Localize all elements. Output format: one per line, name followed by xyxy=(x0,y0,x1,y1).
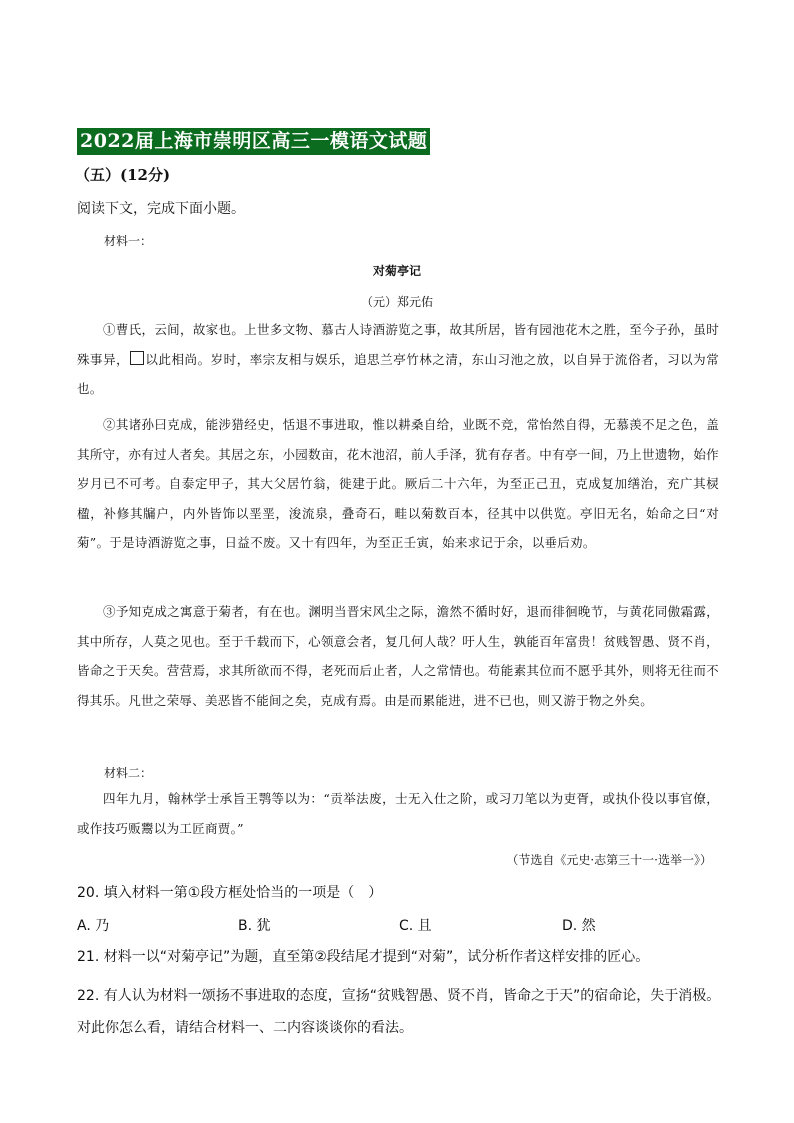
material2-label: 材料二： xyxy=(104,766,153,780)
reading-instruction: 阅读下文，完成下面小题。 xyxy=(77,201,245,217)
option-b: B. 犹 xyxy=(238,918,271,934)
option-a: A. 乃 xyxy=(77,918,110,934)
option-d: D. 然 xyxy=(562,918,596,934)
material2-paragraph: 四年九月，翰林学士承旨王鹗等以为：“贡举法废，士无入仕之阶，或习刀笔以为吏胥，或执仆役以事官僚，或作技巧贩鬻以为工匠商贾。” xyxy=(77,791,719,836)
paragraph-1-text-before: ①曹氏，云间，故家也。上世多文物、慕古人诗酒游览之事，故其所居，皆有园池花木之胜，至今子孙，虽时殊事异， xyxy=(77,322,719,367)
question-20-options xyxy=(77,915,677,935)
paragraph-1-text-after: 以此相尚。岁时，率宗友相与娱乐，追思兰亭竹林之清，东山习池之放，以自异于流俗者，习以为常也。 xyxy=(77,351,720,396)
question-22: 22. 有人认为材料一颂扬不事进取的态度，宣扬“贫贱智愚、贤不肖，皆命之于天”的宿命论，失于消极。对此你怎么看，请结合材料一、二内容谈谈你的看法。 xyxy=(77,988,721,1036)
source-citation: （节选自《元史·志第三十一·选举一》） xyxy=(506,853,712,867)
essay-paragraph-1 xyxy=(77,315,719,404)
option-c: C. 且 xyxy=(399,918,432,934)
question-20: 20. 填入材料一第①段方框处恰当的一项是（ ） xyxy=(77,885,383,901)
essay-author: （元）郑元佑 xyxy=(360,295,433,309)
page-title: 2022届上海市崇明区高三一模语文试题 xyxy=(77,128,430,155)
question-21: 21. 材料一以“对菊亭记”为题，直至第②段结尾才提到“对菊”，试分析作者这样安排的匠心。 xyxy=(77,949,650,965)
title-banner xyxy=(77,128,430,155)
essay-paragraph-3: ③予知克成之寓意于菊者，有在也。渊明当晋宋风尘之际，澹然不循时好，退而徘徊晚节，与黄花同傲霜露，其中所存，人莫之见也。至于千载而下，心领意会者，复几何人哉？吁人生，孰能百年富贵！贫贱智愚、贤不肖，皆命之于天矣。营营焉，求其所欲而不得，老死而后止者，人之常情也。苟能素其位而不愿乎其外，则将无往而不得其乐。凡世之荣辱、美恶皆不能间之矣，克成有焉。由是而累能进，进不已也，则又游于物之外矣。 xyxy=(77,604,719,708)
material1-label: 材料一： xyxy=(104,234,153,248)
blank-box xyxy=(130,351,144,365)
section-heading: （五）(12分) xyxy=(75,166,171,184)
essay-title: 对菊亭记 xyxy=(372,264,421,278)
essay-paragraph-2: ②其诸孙曰克成，能涉猎经史，恬退不事进取，惟以耕桑自给，业既不竞，常怡然自得，无慕羡不足之色，盖其所守，亦有过人者矣。其居之东，小园数亩，花木池沼，前人手泽，犹有存者。中有亭一间，乃上世遗物，始作岁月已不可考。自泰定甲子，其大父居竹翁，徙建于此。厥后二十六年，为至正己丑，克成复加缮治，充广其棂楹，补修其牖户，内外皆饰以垩垩，浚流泉，叠奇石，畦以菊数百本，径其中以供览。亭旧无名，始命之曰“对菊”。于是诗酒游览之事，日益不废。又十有四年，为至正壬寅，始来求记于余，以垂后劝。 xyxy=(77,417,719,550)
